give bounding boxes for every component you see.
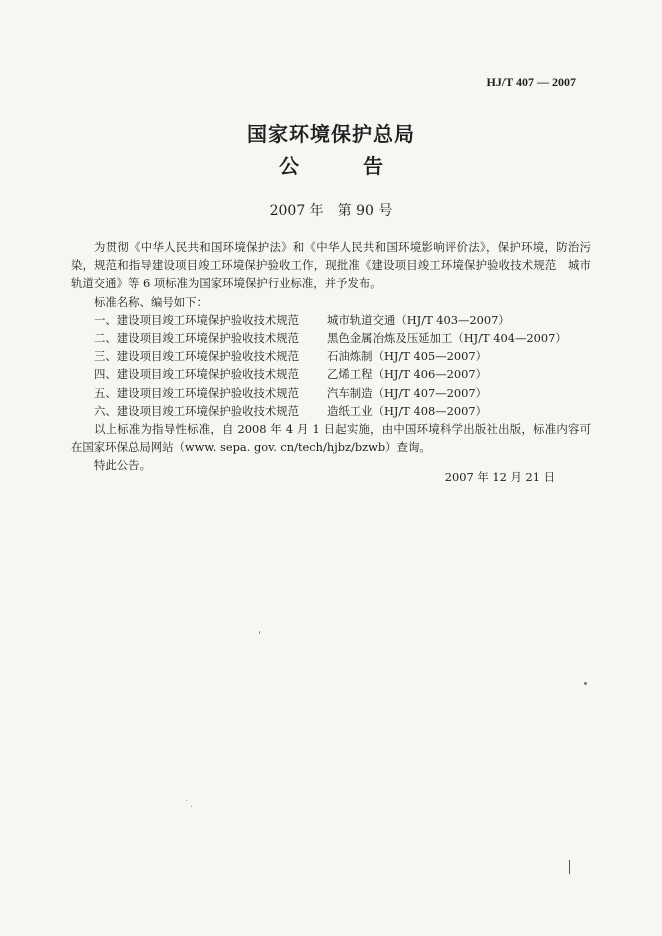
standard-item (71, 311, 591, 329)
standard-subject: 造纸工业（HJ/T 408—2007） (327, 403, 488, 418)
standard-item (71, 347, 591, 365)
standard-subject: 石油炼制（HJ/T 405—2007） (327, 349, 488, 364)
standard-title: 五、建设项目竣工环境保护验收技术规范 (94, 385, 300, 400)
announcement-body (71, 238, 591, 475)
closing-paragraph: 以上标准为指导性标准，自 2008 年 4 月 1 日起实施，由中国环境科学出版社出版，标准内容可在国家环保总局网站（www. sepa. gov. cn/tech/hjbz/bzwb）查询。 (71, 422, 591, 455)
scan-speck (584, 682, 587, 685)
standards-list (71, 311, 591, 420)
intro-paragraph: 为贯彻《中华人民共和国环境保护法》和《中华人民共和国环境影响评价法》，保护环境，防治污染，规范和指导建设项目竣工环境保护验收工作，现批准《建设项目竣工环境保护验收技术规范 城市轨道交通》等 6 项标准为国家环境保护行业标准，并予发布。 (71, 240, 591, 291)
standard-subject: 城市轨道交通（HJ/T 403—2007） (327, 312, 510, 327)
standard-item (71, 384, 591, 402)
standard-subject: 乙烯工程（HJ/T 406—2007） (327, 367, 488, 382)
scan-mark (569, 860, 570, 874)
standard-subject: 黑色金属冶炼及压延加工（HJ/T 404—2007） (327, 331, 567, 346)
issue-date: 2007 年 12 月 21 日 (444, 470, 555, 484)
notice-line: 特此公告。 (94, 458, 151, 473)
standard-item (71, 365, 591, 383)
scan-speck (259, 631, 260, 634)
agency-title: 国家环境保护总局 (247, 122, 415, 146)
standard-item (71, 402, 591, 420)
scan-speck (191, 806, 192, 807)
standard-subject: 汽车制造（HJ/T 407—2007） (327, 385, 488, 400)
standard-title: 三、建设项目竣工环境保护验收技术规范 (94, 349, 300, 364)
standard-title: 四、建设项目竣工环境保护验收技术规范 (94, 367, 300, 382)
document-type-title: 公告 (279, 154, 447, 178)
standard-title: 一、建设项目竣工环境保护验收技术规范 (94, 312, 300, 327)
standard-code: HJ/T 407 — 2007 (486, 75, 576, 89)
standard-title: 六、建设项目竣工环境保护验收技术规范 (94, 403, 300, 418)
scan-speck (186, 800, 187, 801)
list-intro: 标准名称、编号如下： (94, 294, 208, 309)
standard-item (71, 329, 591, 347)
standard-title: 二、建设项目竣工环境保护验收技术规范 (94, 331, 300, 346)
announcement-number: 2007 年 第 90 号 (269, 203, 393, 219)
